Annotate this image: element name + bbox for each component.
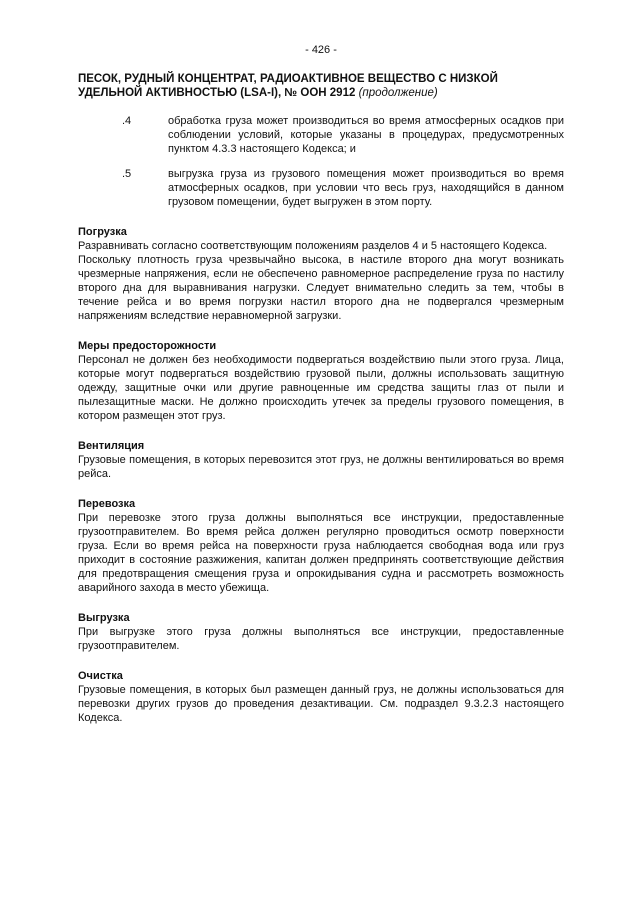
section-heading: Погрузка	[78, 226, 127, 238]
section-loading	[78, 226, 564, 323]
section-paragraph: Поскольку плотность груза чрезвычайно высока, в настиле второго дна могут возникать чрезмерные напряжения, если не обеспечено равномерное распределение груза по настилу второго дна для выравнивания нагрузки. Следует внимательно следить за тем, чтобы в течение рейса и во время погрузки настил второго дна не подвергался чрезмерным напряжениям вследствие неравномерной загрузки.	[78, 254, 564, 322]
section-ventilation	[78, 440, 564, 481]
section-paragraph: Грузовые помещения, в которых перевозится этот груз, не должны вентилироваться во время рейса.	[78, 454, 564, 480]
section-heading: Вентиляция	[78, 440, 145, 452]
title-main: ПЕСОК, РУДНЫЙ КОНЦЕНТРАТ, РАДИОАКТИВНОЕ ВЕЩЕСТВО С НИЗКОЙ УДЕЛЬНОЙ АКТИВНОСТЬЮ (LSA-I), № ООН 2912	[78, 73, 498, 99]
item-text: выгрузка груза из грузового помещения может производиться во время атмосферных осадков, при условии что весь груз, находящийся в данном грузовом помещении, будет выгружен в этом порту.	[168, 168, 564, 208]
section-clean-up	[78, 670, 564, 725]
page-number: - 426 -	[305, 44, 337, 56]
section-paragraph: Грузовые помещения, в которых был размещен данный груз, не должны использоваться для перевозки других грузов до проведения дезактивации. См. подраздел 9.3.2.3 настоящего Кодекса.	[78, 684, 564, 724]
numbered-item	[78, 167, 564, 209]
numbered-item	[78, 114, 564, 156]
document-title	[78, 72, 564, 100]
section-heading: Меры предосторожности	[78, 340, 217, 352]
item-text: обработка груза может производиться во время атмосферных осадков при соблюдении условий, которые указаны в процедурах, предусмотренных пунктом 4.3.3 настоящего Кодекса; и	[168, 115, 564, 155]
document-page	[78, 44, 564, 725]
section-paragraph: При выгрузке этого груза должны выполняться все инструкции, предоставленные грузоотправителем.	[78, 626, 564, 652]
section-discharge	[78, 612, 564, 653]
section-paragraph: Разравнивать согласно соответствующим положениям разделов 4 и 5 настоящего Кодекса.	[78, 240, 548, 252]
section-precautions	[78, 340, 564, 423]
section-heading: Перевозка	[78, 498, 136, 510]
section-paragraph: При перевозке этого груза должны выполняться все инструкции, предоставленные грузоотправителем. Во время рейса должен регулярно проводиться осмотр поверхности груза. Если во время рейса на поверхности груза наблюдается свободная вода или груз приходит в состояние разжижения, капитан должен предпринять соответствующие действия для предотвращения смещения груза и опрокидывания судна и рассмотреть возможность аварийного захода в место убежища.	[78, 512, 564, 594]
section-heading: Выгрузка	[78, 612, 130, 624]
title-continuation: (продолжение)	[358, 87, 438, 99]
section-heading: Очистка	[78, 670, 123, 682]
section-paragraph: Персонал не должен без необходимости подвергаться воздействию пыли этого груза. Лица, которые могут подвергаться воздействию грузовой пыли, должны использовать защитную одежду, защитные очки или другие равноценные им средства защиты глаз от пыли и пылезащитные маски. Не должно происходить утечек за пределы грузового помещения, в котором размещен этот груз.	[78, 354, 564, 422]
section-carriage	[78, 498, 564, 595]
item-number: .4	[122, 115, 132, 127]
item-number: .5	[122, 168, 132, 180]
